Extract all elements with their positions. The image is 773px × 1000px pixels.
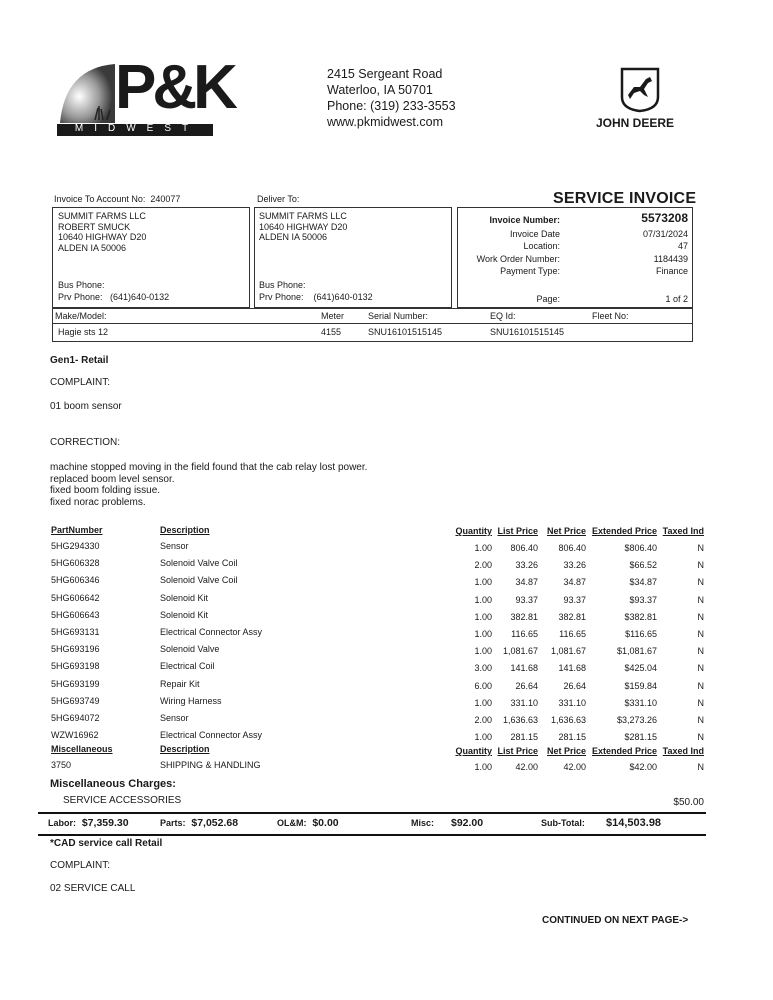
cell-tax: N: [697, 732, 704, 743]
cell-qty: 2.00: [474, 560, 492, 571]
col-net-header: Net Price: [546, 526, 586, 536]
cell-desc: SHIPPING & HANDLING: [160, 760, 261, 770]
cell-part: 5HG693131: [51, 627, 100, 637]
col-part-header: PartNumber: [51, 525, 103, 535]
cell-desc: Electrical Connector Assy: [160, 627, 263, 637]
job2-complaint-label: COMPLAINT:: [50, 860, 111, 871]
cell-list: 26.64: [515, 680, 538, 691]
misc-col-list-header: List Price: [497, 746, 538, 756]
cell-net: 331.10: [558, 697, 586, 708]
work-order-label: Work Order Number:: [476, 254, 560, 264]
cell-desc: Electrical Connector Assy: [160, 730, 263, 741]
location-label: Location:: [523, 241, 560, 251]
john-deere-text: JOHN DEERE: [596, 116, 675, 130]
cell-list: 34.87: [515, 577, 538, 588]
ship-to-address: SUMMIT FARMS LLC 10640 HIGHWAY D20 ALDEN IA 50006: [259, 211, 348, 242]
cell-tax: N: [697, 577, 704, 588]
cell-net: 382.81: [558, 611, 586, 622]
cell-net: 33.26: [563, 560, 586, 571]
misc-charges-amount: $50.00: [673, 797, 704, 808]
cell-ext: $159.84: [624, 680, 657, 691]
page-label: Page:: [536, 294, 560, 304]
company-website: www.pkmidwest.com: [327, 115, 443, 129]
account-number: 240077: [150, 194, 181, 204]
meter-label: Meter: [321, 311, 345, 321]
cell-ext: $34.87: [629, 577, 657, 588]
invoice-title: SERVICE INVOICE: [553, 190, 697, 207]
misc-col-net-header: Net Price: [546, 746, 586, 756]
cell-list: 93.37: [515, 594, 538, 605]
cell-list: 281.15: [510, 732, 538, 743]
cell-desc: Sensor: [160, 541, 189, 551]
cell-qty: 1.00: [474, 594, 492, 605]
cell-ext: $331.10: [624, 697, 657, 708]
cell-ext: $382.81: [624, 611, 657, 622]
page-value: 1 of 2: [665, 294, 688, 304]
totals-top-rule: [38, 812, 706, 814]
make-model-value: Hagie sts 12: [58, 327, 109, 337]
cell-list: 1,636.63: [502, 715, 538, 725]
cell-net: 141.68: [558, 663, 586, 674]
cell-qty: 2.00: [474, 715, 492, 725]
totals-bottom-rule: [38, 834, 706, 836]
ship-to-bus-phone: Bus Phone:: [259, 280, 306, 290]
job2-complaint: 02 SERVICE CALL: [50, 883, 136, 894]
job1-complaint: 01 boom sensor: [50, 401, 122, 412]
cell-qty: 1.00: [474, 697, 492, 708]
cell-net: 806.40: [558, 543, 586, 553]
misc-col-ext-header: Extended Price: [591, 746, 657, 756]
cell-part: 5HG693749: [51, 695, 100, 706]
cell-ext: $3,273.26: [616, 715, 657, 725]
cell-net: 26.64: [563, 680, 586, 691]
job1-title: Gen1- Retail: [50, 355, 109, 366]
col-ext-header: Extended Price: [591, 526, 657, 536]
misc-col-part-header: Miscellaneous: [51, 744, 113, 754]
cell-tax: N: [697, 697, 704, 708]
cell-part: 5HG606643: [51, 609, 100, 620]
deliver-to-label: Deliver To:: [257, 194, 300, 204]
cell-ext: $66.52: [629, 560, 657, 571]
cell-ext: $42.00: [629, 762, 657, 772]
job1-correction-label: CORRECTION:: [50, 437, 120, 448]
cell-ext: $425.04: [624, 663, 657, 674]
cell-tax: N: [697, 762, 704, 772]
cell-part: 5HG693198: [51, 661, 100, 672]
work-order-value: 1184439: [653, 254, 688, 264]
cell-qty: 3.00: [474, 663, 492, 674]
cell-ext: $1,081.67: [616, 646, 657, 657]
invoice-date: 07/31/2024: [642, 229, 688, 239]
cell-net: 116.65: [559, 629, 586, 639]
cell-qty: 1.00: [474, 646, 492, 657]
cell-desc: Solenoid Valve Coil: [160, 575, 238, 586]
cell-desc: Electrical Coil: [160, 661, 215, 672]
serial-label: Serial Number:: [368, 311, 429, 321]
cell-ext: $281.15: [624, 732, 657, 743]
cell-list: 806.40: [510, 543, 538, 553]
labor-total: Labor: $7,359.30: [48, 817, 129, 829]
parts-total: Parts: $7,052.68: [160, 817, 239, 829]
logo-subtext: MIDWEST: [74, 123, 200, 134]
cell-qty: 1.00: [474, 732, 492, 743]
ship-to-prv-phone: Prv Phone: (641)640-0132: [259, 292, 373, 302]
equipment-divider: [52, 323, 693, 324]
cell-list: 331.10: [510, 697, 538, 708]
cell-net: 1,636.63: [550, 715, 586, 725]
cell-part: 5HG294330: [51, 541, 100, 551]
cell-tax: N: [697, 629, 704, 639]
misc-col-desc-header: Description: [160, 744, 210, 754]
cell-list: 42.00: [515, 762, 538, 772]
cell-net: 281.15: [558, 732, 586, 743]
cell-tax: N: [697, 715, 704, 725]
cell-desc: Repair Kit: [160, 678, 200, 689]
misc-col-tax-header: Taxed Ind: [662, 746, 704, 756]
cell-part: 5HG693199: [51, 678, 100, 689]
job1-correction: machine stopped moving in the field found that the cab relay lost power. replaced boom level sensor. fixed boom folding issue. fixed norac problems.: [50, 462, 368, 508]
invoice-date-label: Invoice Date: [509, 229, 560, 239]
misc-charges-item: SERVICE ACCESSORIES: [63, 795, 182, 806]
cell-qty: 1.00: [474, 611, 492, 622]
misc-charges-title: Miscellaneous Charges:: [50, 778, 176, 790]
cell-desc: Sensor: [160, 713, 189, 723]
eq-id-label: EQ Id:: [490, 311, 516, 321]
company-logo: [55, 53, 234, 138]
cell-qty: 1.00: [474, 629, 492, 639]
cell-desc: Solenoid Valve Coil: [160, 558, 238, 569]
col-list-header: List Price: [497, 526, 538, 536]
cell-list: 116.65: [511, 629, 538, 639]
col-tax-header: Taxed Ind: [662, 526, 704, 536]
cell-part: 5HG606642: [51, 592, 100, 603]
cell-list: 33.26: [515, 560, 538, 571]
cell-qty: 1.00: [474, 543, 492, 553]
cell-list: 1,081.67: [502, 646, 538, 657]
job1-complaint-label: COMPLAINT:: [50, 377, 111, 388]
cell-ext: $93.37: [629, 594, 657, 605]
location-value: 47: [677, 241, 688, 251]
cell-net: 1,081.67: [550, 646, 586, 657]
cell-qty: 1.00: [474, 762, 492, 772]
subtotal-value: $14,503.98: [606, 817, 662, 829]
cell-tax: N: [697, 560, 704, 571]
cell-desc: Wiring Harness: [160, 695, 222, 706]
cell-qty: 1.00: [474, 577, 492, 588]
cell-list: 141.68: [510, 663, 538, 674]
cell-part: WZW16962: [51, 730, 99, 741]
bill-to-bus-phone: Bus Phone:: [58, 280, 105, 290]
cell-ext: $116.65: [625, 629, 657, 639]
cell-net: 42.00: [563, 762, 586, 772]
cell-tax: N: [697, 680, 704, 691]
company-address: [327, 66, 456, 130]
misc-total-label: Misc:: [411, 818, 435, 828]
bill-to-prv-phone: Prv Phone: (641)640-0132: [58, 292, 170, 302]
john-deere-logo: [618, 65, 662, 113]
olm-total: OL&M: $0.00: [277, 817, 339, 829]
invoice-number: 5573208: [641, 211, 688, 225]
cell-tax: N: [697, 611, 704, 622]
col-desc-header: Description: [160, 525, 210, 535]
cell-qty: 6.00: [474, 680, 492, 691]
misc-col-qty-header: Quantity: [455, 746, 492, 756]
company-phone: Phone: (319) 233-3553: [327, 99, 456, 113]
cell-ext: $806.40: [624, 543, 657, 553]
logo-text: P&K: [115, 53, 234, 122]
subtotal-label: Sub-Total:: [541, 818, 585, 828]
cell-part: 5HG606328: [51, 558, 100, 569]
deer-icon: [618, 65, 662, 113]
payment-type-label: Payment Type:: [500, 266, 560, 276]
cell-net: 93.37: [563, 594, 586, 605]
cell-part: 5HG606346: [51, 575, 100, 586]
cell-tax: N: [697, 663, 704, 674]
cell-part: 5HG694072: [51, 713, 100, 723]
cell-desc: Solenoid Valve: [160, 644, 220, 655]
cell-part: 5HG693196: [51, 644, 100, 655]
bill-to-address: SUMMIT FARMS LLC ROBERT SMUCK 10640 HIGHWAY D20 ALDEN IA 50006: [58, 211, 147, 253]
cell-tax: N: [697, 594, 704, 605]
fleet-label: Fleet No:: [592, 311, 629, 321]
address-line2: Waterloo, IA 50701: [327, 83, 433, 97]
meter-value: 4155: [321, 327, 342, 337]
serial-value: SNU16101515145: [368, 327, 443, 337]
continued-notice: CONTINUED ON NEXT PAGE->: [542, 915, 689, 926]
cell-net: 34.87: [563, 577, 586, 588]
address-line1: 2415 Sergeant Road: [327, 67, 443, 81]
cell-desc: Solenoid Kit: [160, 609, 209, 620]
misc-total: $92.00: [451, 817, 484, 829]
col-qty-header: Quantity: [455, 526, 492, 536]
payment-type-value: Finance: [655, 266, 688, 276]
cell-list: 382.81: [510, 611, 538, 622]
make-model-label: Make/Model:: [55, 311, 107, 321]
job2-title: *CAD service call Retail: [50, 838, 163, 849]
cell-tax: N: [697, 543, 704, 553]
cell-part: 3750: [51, 760, 72, 770]
cell-desc: Solenoid Kit: [160, 592, 209, 603]
cell-tax: N: [697, 646, 704, 657]
account-label: Invoice To Account No: 240077: [54, 194, 181, 204]
eq-id-value: SNU16101515145: [490, 327, 565, 337]
invoice-number-label: Invoice Number:: [489, 215, 560, 225]
